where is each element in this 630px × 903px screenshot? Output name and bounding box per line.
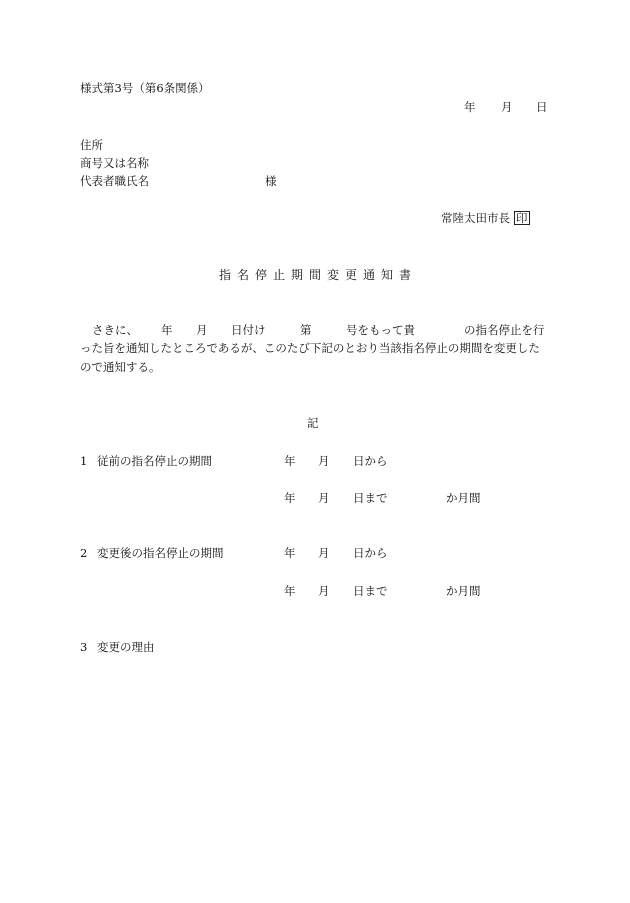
ki-heading: 記 xyxy=(307,416,319,430)
to-month: 月 xyxy=(318,584,330,598)
item-label: 変更後の指名停止の期間 xyxy=(97,546,224,560)
to-month: 月 xyxy=(318,491,330,505)
from-month: 月 xyxy=(318,454,330,468)
duration: か月間 xyxy=(446,584,481,598)
body-p4: 日付け xyxy=(231,323,266,337)
body-p2: 年 xyxy=(161,323,173,337)
form-id: 様式第3号（第6条関係） xyxy=(80,81,210,95)
body-p1: さきに、 xyxy=(92,323,138,337)
to-year: 年 xyxy=(284,491,296,505)
to-day: 日まで xyxy=(353,491,388,505)
from-month: 月 xyxy=(318,546,330,560)
item-number: 2 xyxy=(80,546,88,560)
body-p6: 号をもって貴 xyxy=(346,323,415,337)
from-year: 年 xyxy=(284,454,296,468)
issuer xyxy=(441,211,530,225)
document-title: 指名停止期間変更通知書 xyxy=(219,268,418,282)
duration: か月間 xyxy=(446,491,481,505)
item-label: 従前の指名停止の期間 xyxy=(97,454,212,468)
company-label: 商号又は名称 xyxy=(80,156,149,170)
honorific: 様 xyxy=(265,174,277,188)
to-year: 年 xyxy=(284,584,296,598)
body-p5: 第 xyxy=(300,323,312,337)
address-label: 住所 xyxy=(80,138,103,152)
to-day: 日まで xyxy=(353,584,388,598)
from-year: 年 xyxy=(284,546,296,560)
seal-mark: 印 xyxy=(516,211,528,225)
body-p7: の指名停止を行 xyxy=(464,323,545,337)
from-day: 日から xyxy=(353,546,388,560)
from-day: 日から xyxy=(353,454,388,468)
body-p3: 月 xyxy=(196,323,208,337)
date-day: 日 xyxy=(536,100,548,114)
issuer-name: 常陸太田市長 xyxy=(441,211,510,225)
date-year: 年 xyxy=(464,100,476,114)
item-label: 変更の理由 xyxy=(97,640,155,654)
item-number: 3 xyxy=(80,640,88,654)
body-line2: った旨を通知したところであるが、このたび下記のとおり当該指名停止の期間を変更した xyxy=(80,341,540,355)
item-number: 1 xyxy=(80,454,88,468)
body-line3: ので通知する。 xyxy=(80,360,161,374)
date-month: 月 xyxy=(501,100,513,114)
rep-label: 代表者職氏名 xyxy=(80,174,149,188)
